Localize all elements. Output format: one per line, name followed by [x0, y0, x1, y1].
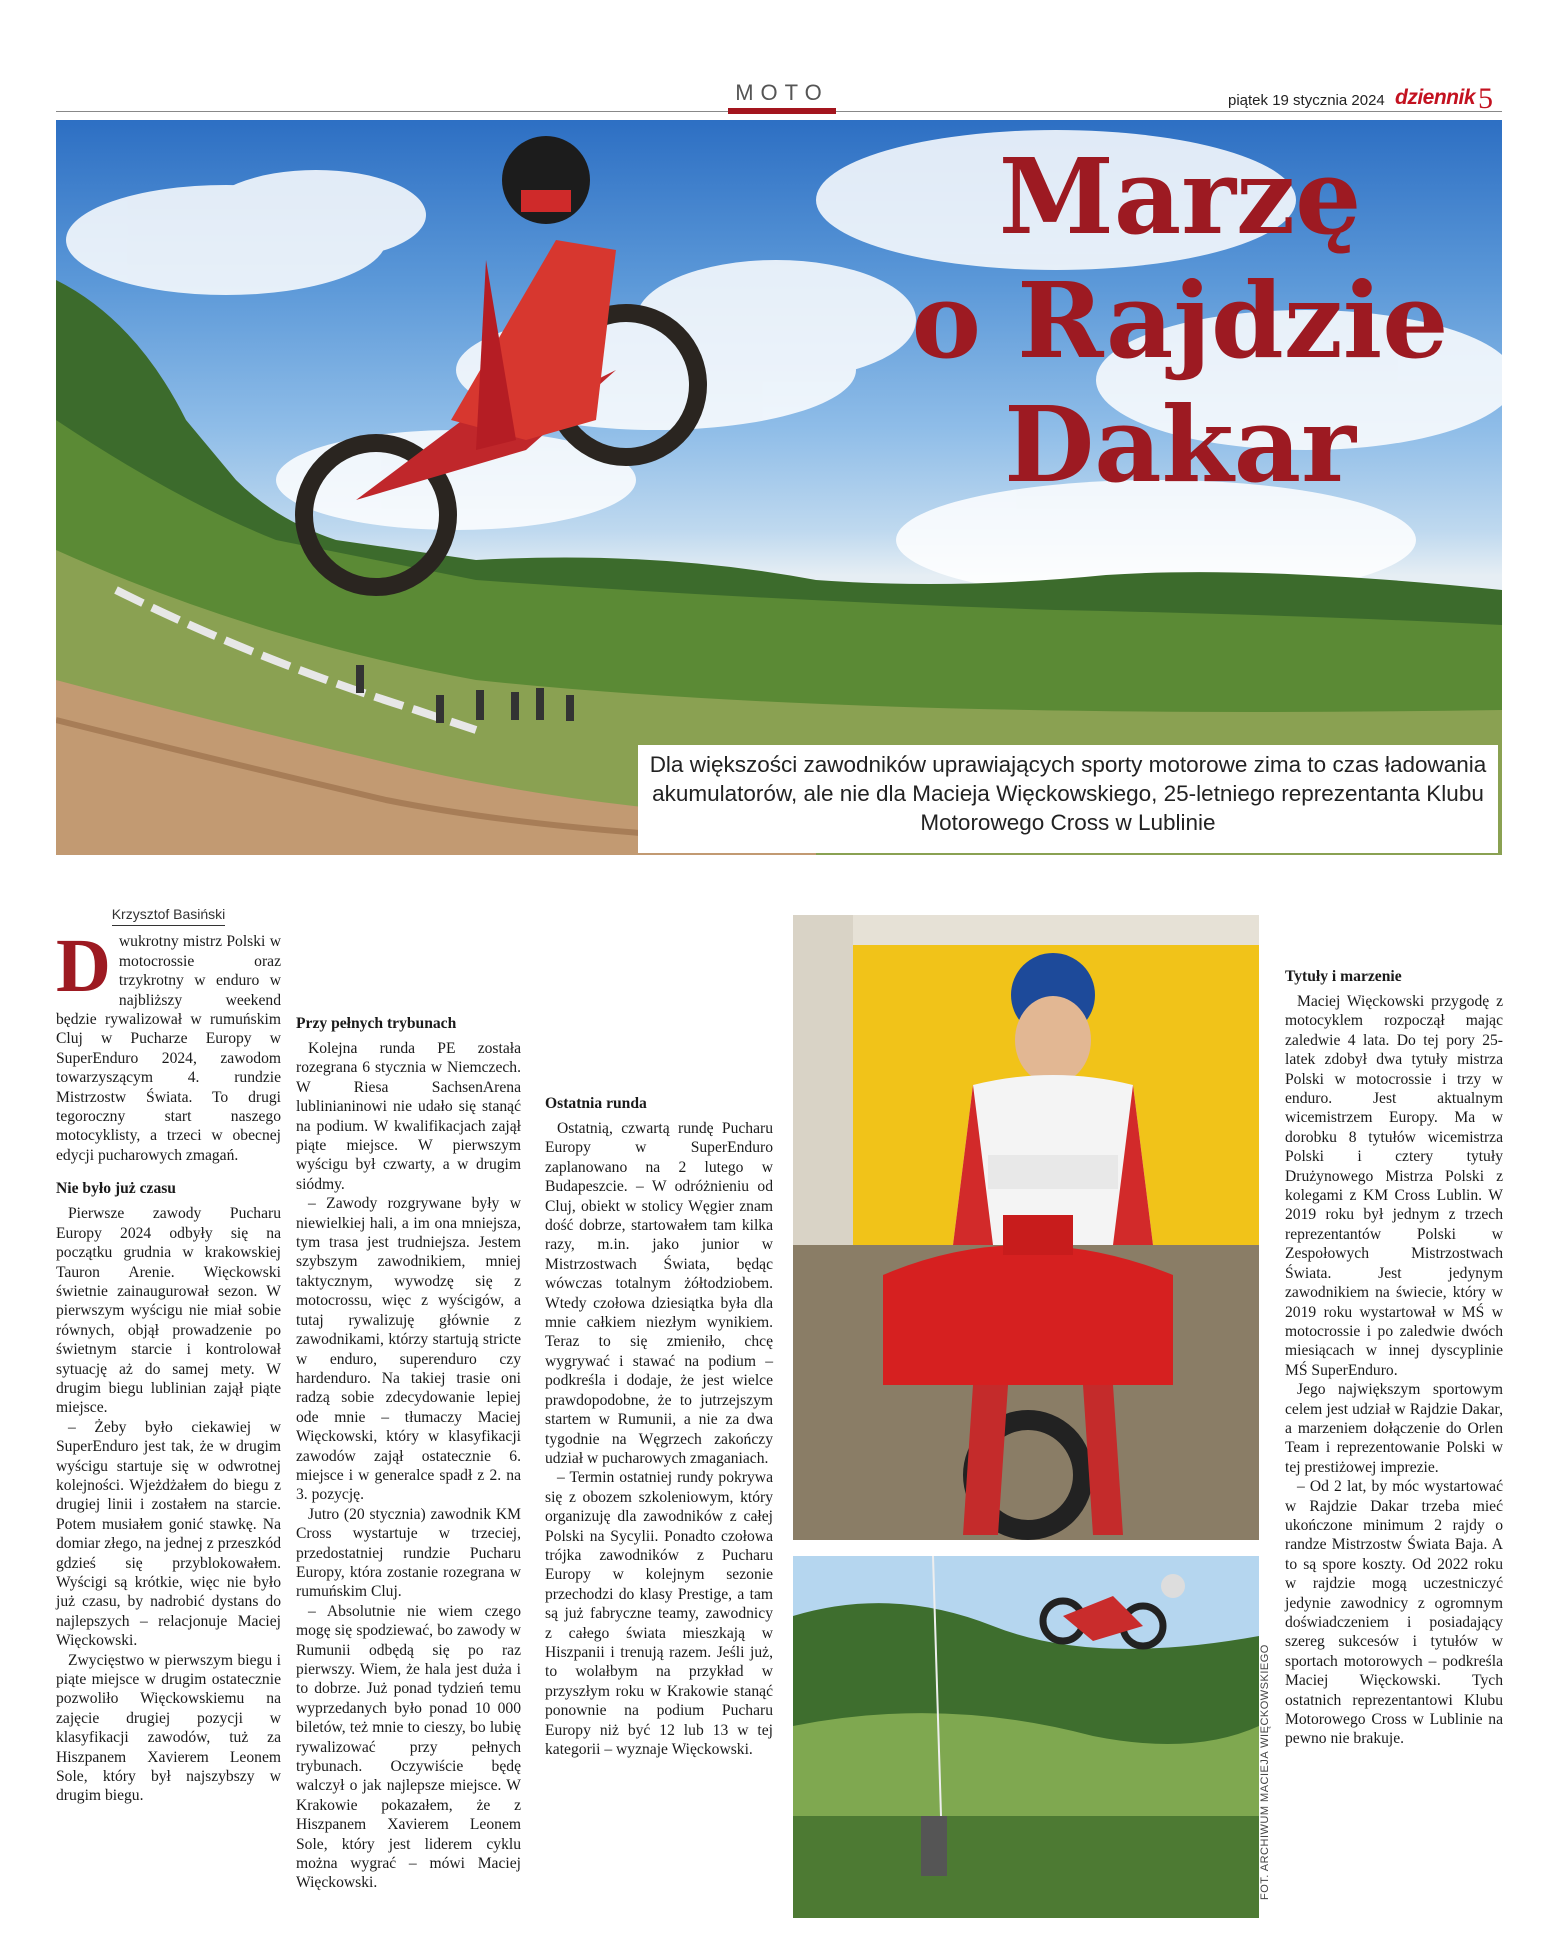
rider-jump-scene: [793, 1556, 1259, 1918]
paragraph-intro: wukrotny mistrz Polski w motocrossie oraz trzykrotny w enduro w najbliższy weekend będzie rywalizował w rumuńskim Cluj w Pucharze Europy w SuperEnduro 2024, zawodom towarzyszącym 4. rundzie Mistrzostw Świata. To drugi tegoroczny start naszego motocyklisty, a trzeci w obecnej edycji pucharowych zmagań.: [56, 933, 281, 1164]
paragraph: – Termin ostatniej rundy pokrywa się z obozem szkoleniowym, który organizuję dla zawodników z całej Polski na Sycylii. Ponadto czołowa trójka zawodników z Pucharu Europy w kolejnym sezonie przechodzi do klasy Prestige, a tam są już fabryczne teamy, zawodnicy z całego świata mieszkają w Hiszpanii i trenują razem. Jeśli już, to wolałbym na przykład w przyszłym roku w Krakowie stanąć ponownie na podium Pucharu Europy niż być 12 lub 13 w tej kategorii – wyznaje Więckowski.: [545, 1469, 773, 1758]
drop-cap: D: [56, 924, 111, 1009]
headline-line-3: Dakar: [1004, 383, 1356, 506]
paragraph: Kolejna runda PE została rozegrana 6 stycznia w Niemczech. W Riesa SachsenArena lublinianinowi nie udało się stanąć na podium. W kwalifikacjach zajął piąte miejsce. W pierwszym wyścigu był czwarty, a w drugim siódmy.: [296, 1040, 521, 1193]
newspaper-logo: dziennik: [1395, 86, 1476, 109]
section-accent-bar: [728, 108, 836, 114]
article-column-2: [296, 1000, 521, 1893]
subheading-1: Nie było już czasu: [56, 1180, 176, 1198]
author-byline: Krzysztof Basiński: [112, 905, 226, 926]
subheading-3: Ostatnia runda: [545, 1095, 647, 1112]
paragraph: Jutro (20 stycznia) zawodnik KM Cross wystartuje w trzeciej, przedostatniej rundzie Pucharu Europy, która zostanie rozegrana w rumuńskim Cluj.: [296, 1505, 521, 1601]
subheading-4: Tytuły i marzenie: [1285, 968, 1402, 985]
headline-line-1: Marzę: [998, 135, 1362, 258]
rider-portrait-photo: [793, 915, 1259, 1540]
article-column-3: [545, 1080, 773, 1759]
lead-text: Dla większości zawodników uprawiających sporty motorowe zima to czas ładowania akumulatorów, ale nie dla Macieja Więckowskiego, 25-letniego reprezentanta Klubu Motorowego Cross w Lublinie: [649, 752, 1487, 835]
page-number: 5: [1478, 82, 1493, 115]
section-label: MOTO: [735, 80, 829, 105]
paragraph: Ostatnią, czwartą rundę Pucharu Europy w SuperEnduro zaplanowano na 2 lutego w Budapeszcie. – W odróżnieniu od Cluj, obiekt w stolicy Węgier znam dość dobrze, startowałem tam kilka razy, m.in. jako junior w Mistrzostwach Świata, będąc wówczas totalnym żółtodziobem. Wtedy czołowa dziesiątka była dla mnie całkiem niezłym wynikiem. Teraz to się zmieniło, chcę wygrywać i stawać na podium – podkreśla i dodaje, że jest wielce prawdopodobne, że to jutrzejszym startem w Rumunii, a nie za dwa tygodnie na Węgrzech zakończy udział w pucharowych zmaganiach.: [545, 1120, 773, 1467]
rider-jump-photo: [793, 1556, 1259, 1918]
issue-date: piątek 19 stycznia 2024: [1228, 92, 1385, 109]
paragraph: Pierwsze zawody Pucharu Europy 2024 odbyły się na początku grudnia w krakowskiej Tauron Arenie. Więckowski świetnie zainaugurował sezon. W pierwszym wyścigu nie miał sobie równych, objął prowadzenie po świetnym starcie i kontrolował sytuację aż do samej mety. W drugim biegu lublinian zajął piąte miejsce.: [56, 1205, 281, 1417]
photo-credit-text: FOT. ARCHIWUM MACIEJA WIĘCKOWSKIEGO: [1259, 1644, 1271, 1900]
headline: [900, 135, 1460, 507]
paragraph: – Od 2 lat, by móc wystartować w Rajdzie Dakar trzeba mieć ukończone minimum 2 rajdy o randze Mistrzostw Świata Baja. A to są spore koszty. Od 2022 roku w rajdzie mogą uczestniczyć jedynie zawodnicy z ogromnym doświadczeniem i posiadający szereg sukcesów i tytułów w sportach motorowych – podkreśla Maciej Więckowski. Tych ostatnich reprezentantowi Klubu Motorowego Cross w Lublinie na pewno nie brakuje.: [1285, 1478, 1503, 1748]
paragraph: – Absolutnie nie wiem czego mogę się spodziewać, bo zawody w Rumunii odbędą się po raz pierwszy. Wiem, że hala jest duża i to dobrze. Już ponad tydzień temu wyprzedanych było ponad 10 000 biletów, też mnie to cieszy, bo lubię rywalizować przy pełnych trybunach. Oczywiście będę walczył o jak najlepsze miejsce. W Krakowie pokazałem, że z Hiszpanem Xavierem Leonem Sole, który jest liderem cyklu można wygrać – mówi Maciej Więckowski.: [296, 1602, 521, 1892]
rider-portrait-scene: [793, 915, 1259, 1540]
article-column-1: [56, 905, 281, 1806]
lead-box: [638, 745, 1498, 853]
headline-line-2: o Rajdzie: [911, 259, 1449, 382]
photo-credit: [1257, 1560, 1277, 1900]
paragraph: – Zawody rozgrywane były w niewielkiej hali, a im ona mniejsza, tym trasa jest trudniejsza. Jestem szybszym zawodnikiem, mniej taktycznym, wywodzę się z motocrossu, więc z wyścigów, a tutaj rywalizuję głównie z zawodnikami, którzy startują stricte w enduro, superenduro czy hardenduro. Na takiej trasie oni radzą sobie zdecydowanie lepiej ode mnie – tłumaczy Maciej Więckowski, który w klasyfikacji zawodów zajął ostatecznie 6. miejsce i w generalce spadł z 2. na 3. pozycję.: [296, 1195, 521, 1504]
paragraph: Zwycięstwo w pierwszym biegu i piąte miejsce w drugim ostatecznie pozwoliło Więckowskiemu na zajęcie drugiej pozycji w klasyfikacji zawodów, tuż za Hiszpanem Xavierem Leonem Sole, który był najszybszy w drugim biegu.: [56, 1651, 281, 1805]
article-column-4: [1285, 905, 1503, 1749]
subheading-2: Przy pełnych trybunach: [296, 1015, 457, 1032]
paragraph: Jego największym sportowym celem jest udział w Rajdzie Dakar, a marzeniem dołączenie do Orlen Team i reprezentowanie Polski w tej prestiżowej imprezie.: [1285, 1381, 1503, 1476]
paragraph: – Żeby było ciekawiej w SuperEnduro jest tak, że w drugim wyścigu startuje się w odwrotnej kolejności. Wjeżdżałem do biegu z drugiej linii i zostałem na starcie. Potem musiałem gonić stawkę. Na domiar złego, na jednej z przeszkód gdzieś się przyblokowałem. Wyścigi są krótkie, więc nie było już czasu, by nadrobić dystans do najlepszych – relacjonuje Maciej Więckowski.: [56, 1418, 281, 1650]
paragraph: Maciej Więckowski przygodę z motocyklem rozpoczął mając zaledwie 4 lata. Do tej pory 25-latek zdobył dwa tytuły mistrza Polski w motocrossie i trzy w enduro. Jest aktualnym wicemistrzem Europy. Ma w dorobku 8 tytułów wicemistrza Polski i cztery tytuły Drużynowego Mistrza Polski z kolegami z KM Cross Lublin. W 2019 roku był jednym z trzech reprezentantów Polski w Zespołowych Mistrzostwach Świata. Jest jedynym zawodnikiem na świecie, który w 2019 roku wystartował w MŚ w motocrossie i po zaledwie dwóch miesiącach w innej dyscyplinie MŚ SuperEnduro.: [1285, 993, 1503, 1379]
